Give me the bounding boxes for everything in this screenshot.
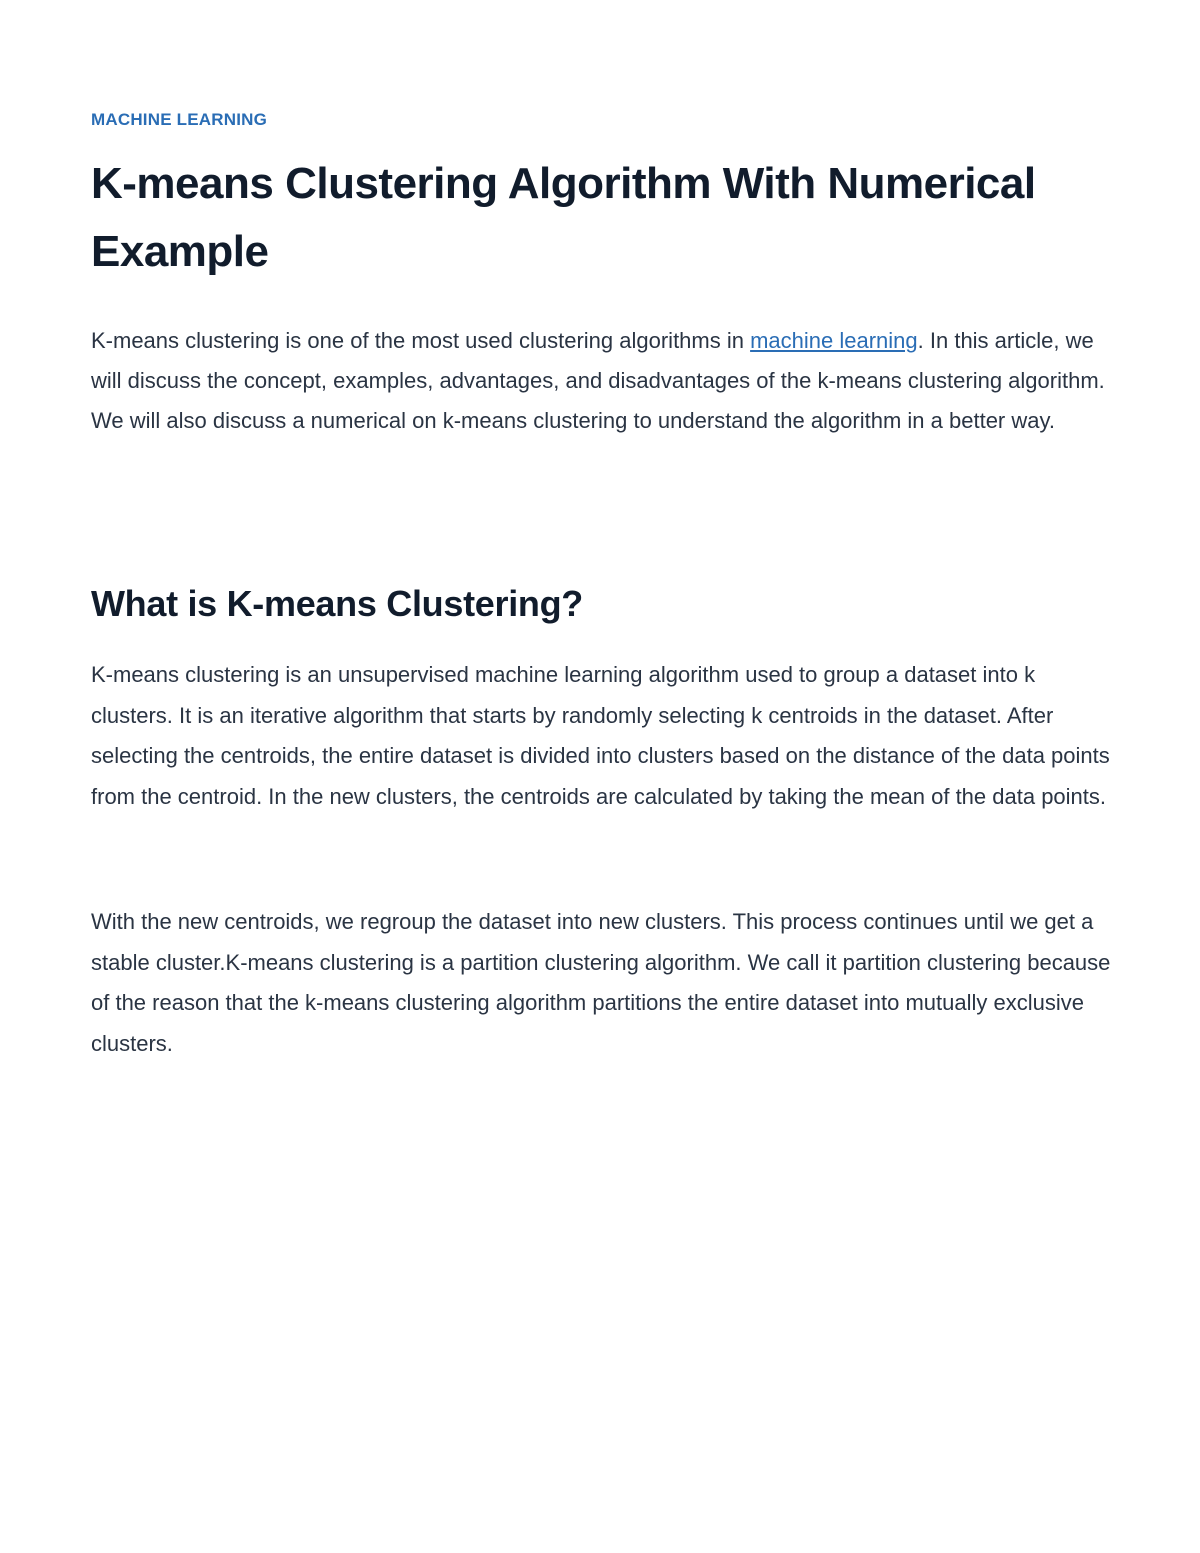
section-paragraph-2: With the new centroids, we regroup the dataset into new clusters. This process continues until we get a stable cluster.K-means clustering is a partition clustering algorithm. We call it partition clustering because of the reason that the k-means clustering algorithm partitions the entire dataset into mutually exclusive clusters. [91,909,1111,1056]
intro-paragraph [91,321,1121,441]
section-paragraph-1: K-means clustering is an unsupervised machine learning algorithm used to group a dataset into k clusters. It is an iterative algorithm that starts by randomly selecting k centroids in the dataset. After selecting the centroids, the entire dataset is divided into clusters based on the distance of the data points from the centroid. In the new clusters, the centroids are calculated by taking the mean of the data points. [91,662,1110,809]
intro-text-after-link: . In this article, we will discuss the concept, examples, advantages, and disadvantages of the k-means clustering algorithm. We will also discuss a numerical on k-means clustering to understand the algorithm in a better way. [91,328,1105,433]
article-title: K-means Clustering Algorithm With Numerical Example [91,159,1036,276]
machine-learning-link[interactable]: machine learning [750,328,918,353]
category-link[interactable]: MACHINE LEARNING [91,110,268,129]
section-heading: What is K-means Clustering? [91,583,583,624]
intro-text-before-link: K-means clustering is one of the most used clustering algorithms in [91,328,751,353]
